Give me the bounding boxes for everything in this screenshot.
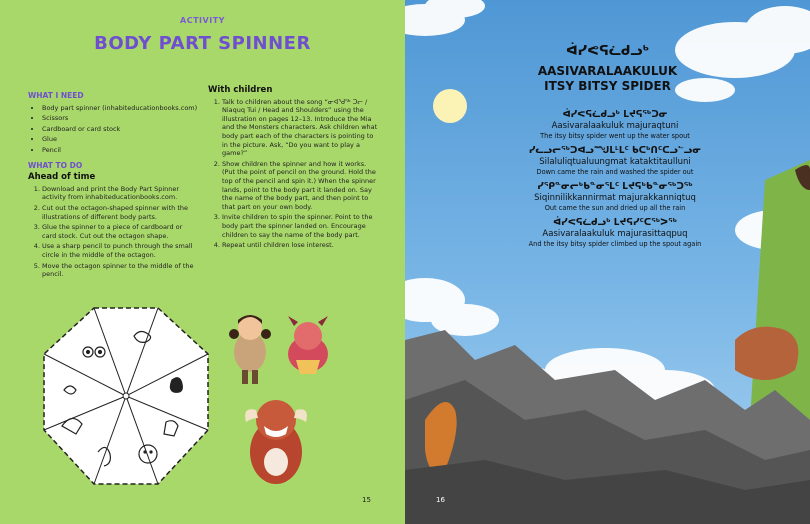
lyric-inuktitut: Aasivaralaakuluk majurasittaqpuq	[542, 229, 688, 239]
lyric-english: The itsy bitsy spider went up the water spout	[540, 132, 690, 140]
verse-line	[465, 218, 765, 249]
song-lyrics	[465, 110, 765, 254]
lyric-inuktitut: Siqinnilikkannirmat majurakkanniqtuq	[534, 193, 696, 203]
with-children-heading: With children	[208, 85, 273, 95]
title-syllabics: ᐋᓯᕙᕋᓛᑯᓗᒃ	[565, 44, 650, 59]
title-inuktitut: AASIVARALAAKULUK	[537, 64, 678, 78]
giant-hand	[735, 327, 798, 380]
lyric-english: And the itsy bitsy spider climbed up the spout again	[528, 240, 702, 248]
lyric-english: Down came the rain and washed the spider out	[536, 168, 694, 176]
page-title: BODY PART SPINNER	[94, 33, 311, 54]
mia-character	[229, 315, 271, 384]
list-item: 2. Show children the spinner and how it works. (Put the point of pencil on the ground. Hold the top of the pencil and spin it.) When the spinner lands, point to the body part it landed on. Say the name of the body part, and then point to that part on your own body.	[222, 160, 378, 212]
verse-line	[465, 110, 765, 141]
page-number-left: 15	[362, 496, 371, 504]
list-item: • Body part spinner (inhabiteducationbooks.com)	[42, 104, 198, 113]
list-item: 4. Use a sharp pencil to punch through the small circle in the middle of the octagon.	[42, 242, 198, 259]
page-number-right: 16	[436, 496, 445, 504]
title-english: ITSY BITSY SPIDER	[544, 79, 671, 93]
what-i-need-heading: WHAT I NEED	[28, 91, 84, 100]
list-item: 2. Cut out the octagon-shaped spinner with the illustrations of different body parts.	[42, 204, 198, 221]
right-page	[405, 0, 810, 524]
lyric-syllabics: ᐋᓯᕙᕋᓛᑯᓗᒃ ᒪᔪᕋᓯᑦᑕᖅᐳᖅ	[552, 218, 677, 228]
sun-icon	[433, 89, 467, 123]
lyric-inuktitut: Silaluliqtualuungmat kataktitaulluni	[539, 157, 691, 167]
verse-line	[465, 146, 765, 177]
ahead-steps-list	[28, 185, 198, 279]
list-item: • Scissors	[42, 114, 198, 123]
lyric-english: Out came the sun and dried up all the rain	[544, 204, 686, 212]
children-steps-list	[208, 98, 378, 250]
list-item: 1. Talk to children about the song “ᓂᐊᖁᖅ ᑐᓕ / Niaquq Tui / Head and Shoulders” using the illustration on pages 12–13. Introduce the Mia and the Monsters characters. Ask children what body part each of the characters is pointing to in the picture. Ask, “Do you want to play a game?”	[222, 98, 378, 158]
lyric-syllabics: ᐋᓯᕙᕋᓛᑯᓗᒃ ᒪᔪᕋᖅᑐᓂ	[562, 110, 668, 120]
lyric-syllabics: ᓯᕿᓐᓂᓕᒃᑲᓐᓂᕐᒪᑦ ᒪᔪᕋᒃᑲᓐᓂᖅᑐᖅ	[537, 182, 693, 192]
list-item: 3. Glue the spinner to a piece of cardboard or card stock. Cut out the octagon shape.	[42, 223, 198, 240]
mia-and-monsters-illustration	[228, 312, 338, 492]
ahead-of-time-heading: Ahead of time	[28, 172, 96, 183]
lyric-syllabics: ᓯᓚᓗᓕᖅᑐᐊᓗᙳᒪᒻᒪᑦ ᑲᑕᒃᑎᑦᑕᓗᓪᓗᓂ	[528, 146, 702, 156]
pink-monster-character	[288, 316, 328, 374]
horned-monster-character	[245, 400, 307, 484]
octagon-spinner	[36, 302, 216, 492]
what-to-do-heading: WHAT TO DO	[28, 160, 83, 170]
list-item: 3. Invite children to spin the spinner. Point to the body part the spinner landed on. Encourage children to say the name of the body part.	[222, 213, 378, 239]
lyric-inuktitut: Aasivaralaakuluk majuraqtuni	[551, 121, 679, 131]
list-item: 1. Download and print the Body Part Spinner activity from inhabiteducationbooks.com.	[42, 185, 198, 202]
left-column	[28, 92, 198, 285]
song-title	[405, 64, 810, 94]
list-item: 5. Move the octagon spinner to the middle of the pencil.	[42, 262, 198, 279]
list-item: 4. Repeat until children lose interest.	[222, 241, 378, 250]
list-item: • Pencil	[42, 146, 198, 155]
verse-line	[465, 182, 765, 213]
right-column	[208, 86, 378, 256]
activity-label: ACTIVITY	[180, 16, 225, 25]
materials-list	[28, 104, 198, 155]
list-item: • Glue	[42, 135, 198, 144]
foot-icon	[170, 378, 182, 393]
list-item: • Cardboard or card stock	[42, 125, 198, 134]
